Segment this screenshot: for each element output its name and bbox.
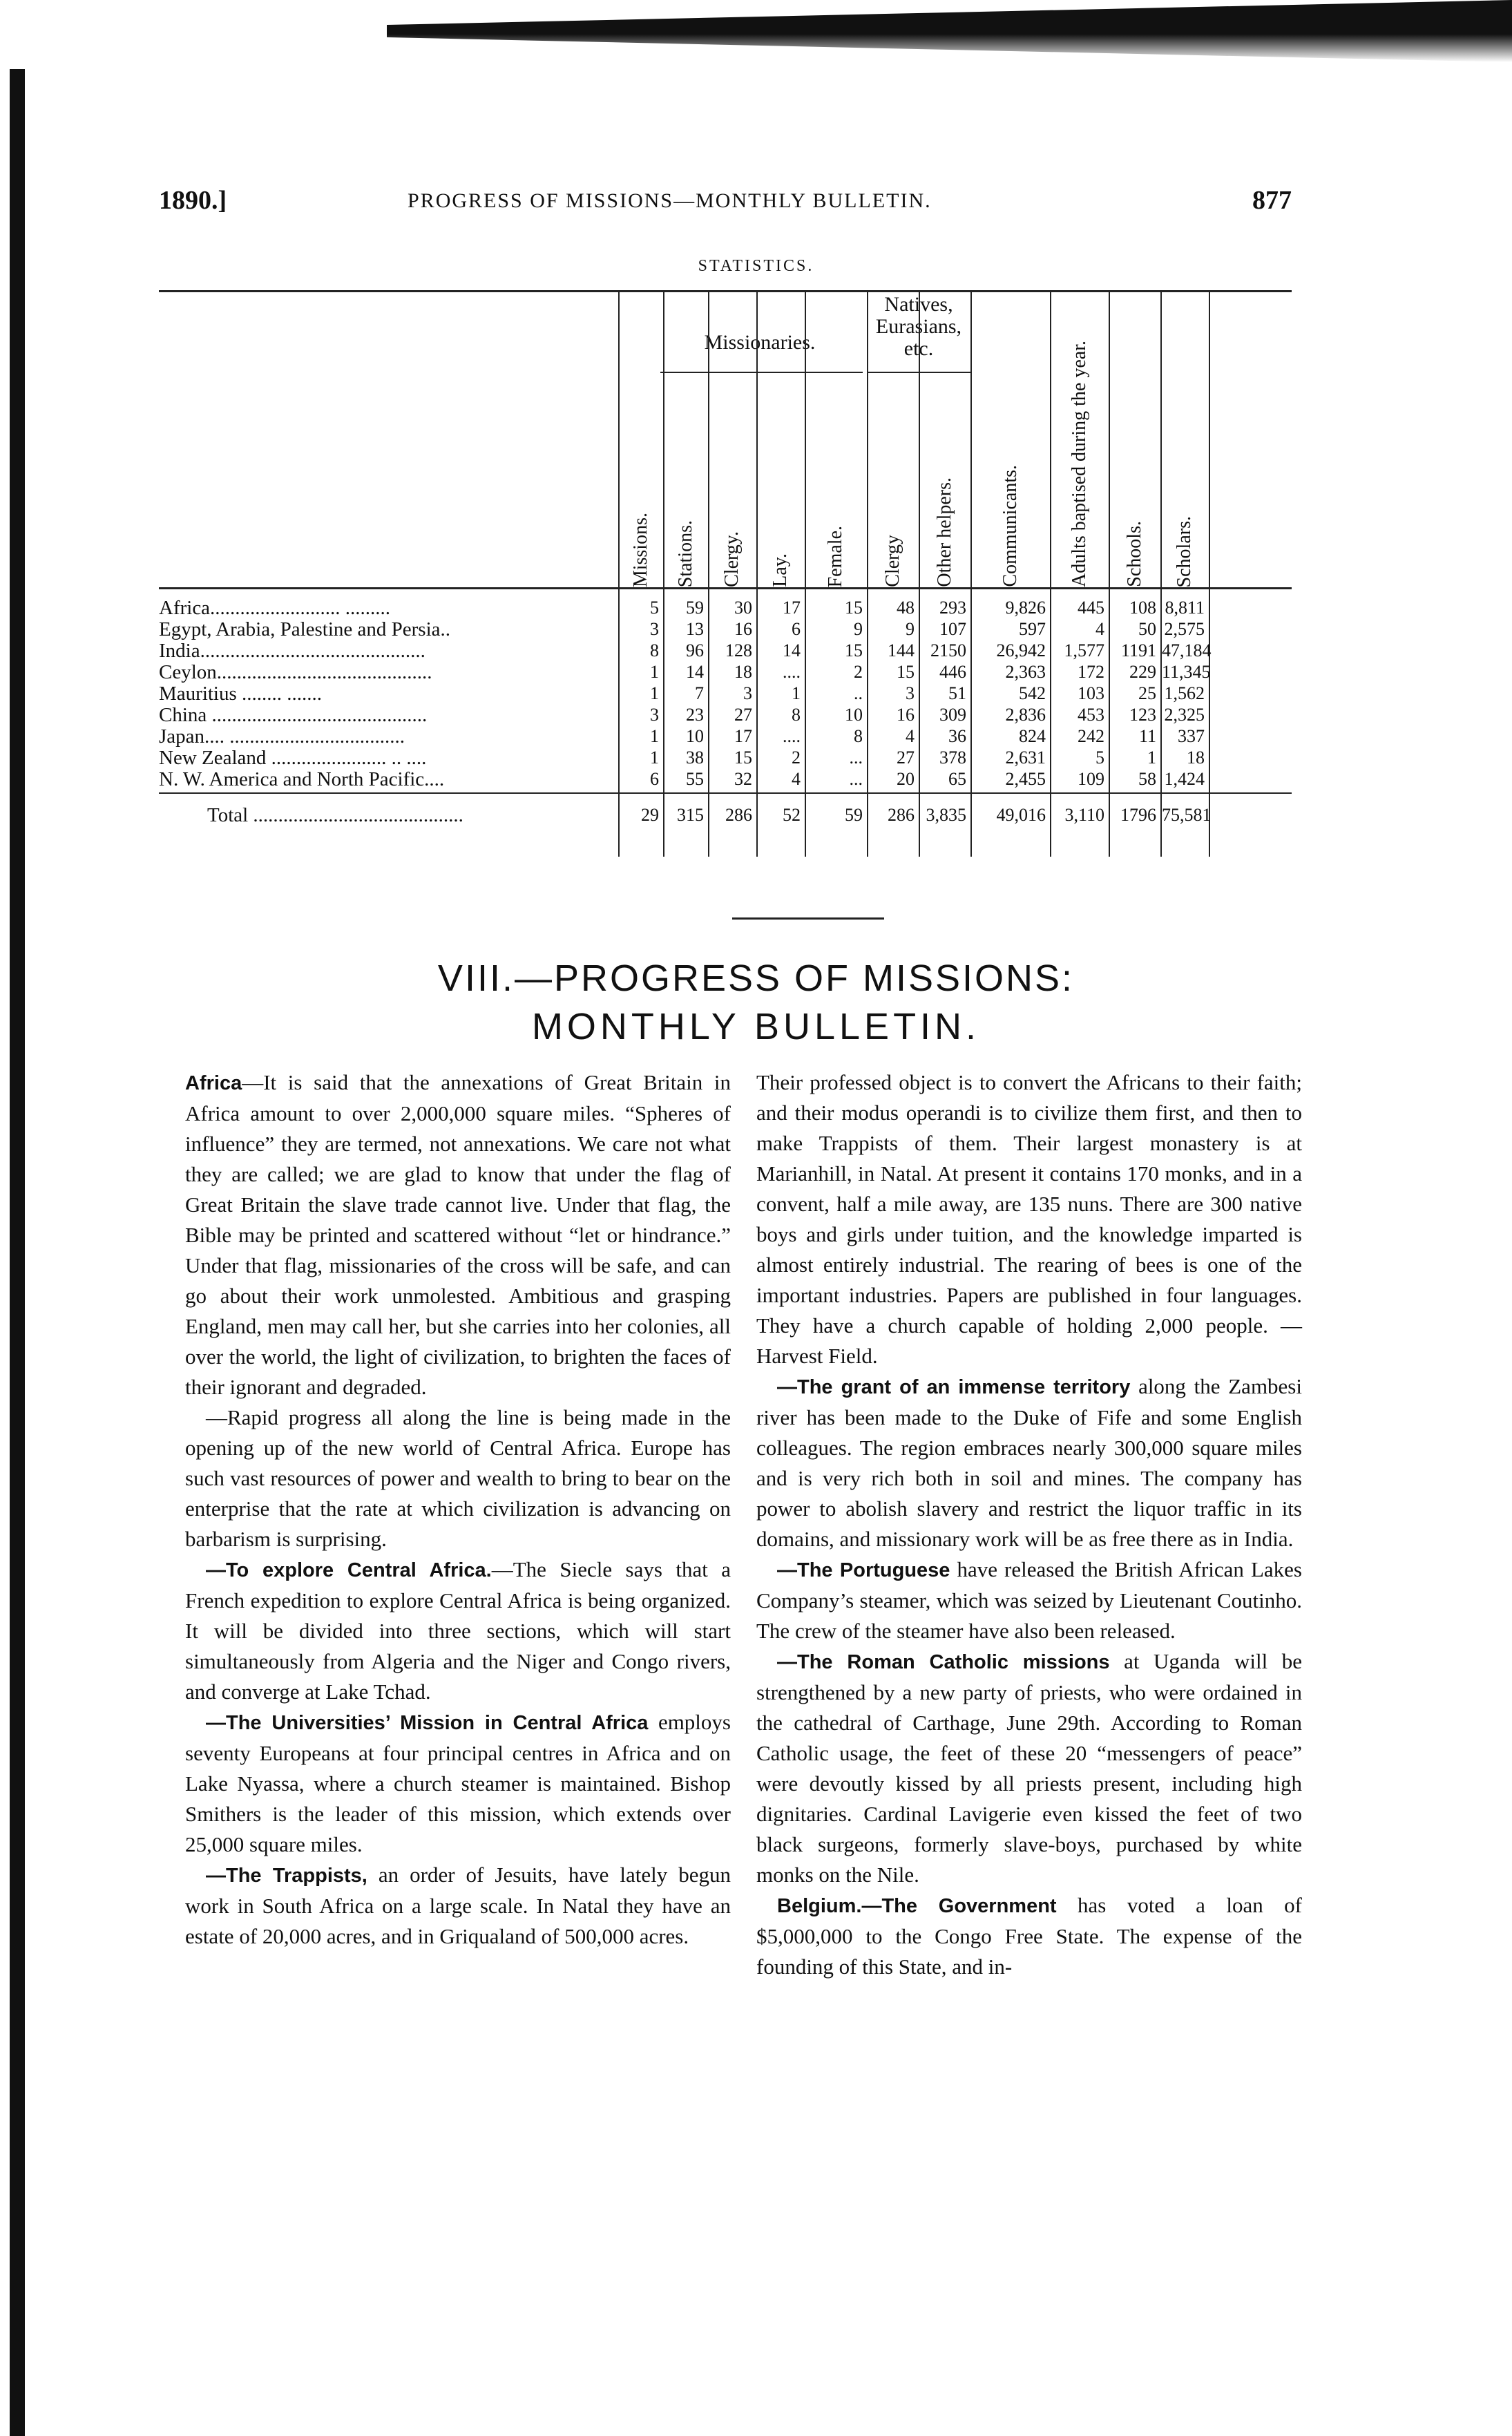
statistics-label: STATISTICS.: [698, 257, 814, 275]
table-cell: 38: [686, 748, 704, 768]
table-cell: 50: [1138, 619, 1156, 639]
table-cell: 542: [1019, 683, 1046, 703]
scan-edge-left: [10, 69, 25, 2436]
paragraph: [185, 1554, 731, 1707]
row-label: Ceylon...........................................: [159, 662, 432, 683]
table-cell: 10: [686, 726, 704, 746]
table-cell: 9: [854, 619, 863, 639]
paragraph: [185, 1860, 731, 1952]
table-cell: 2150: [930, 640, 966, 660]
table-cell: 58: [1138, 769, 1156, 789]
table-cell: 18: [1187, 748, 1205, 768]
table-cell: 1796: [1120, 805, 1156, 825]
table-cell: 36: [948, 726, 966, 746]
row-label: Japan.... ...................................: [159, 726, 405, 747]
page-number: 877: [1252, 186, 1292, 215]
paragraph-lead: —The Portuguese: [777, 1559, 950, 1581]
statistics-table: [159, 290, 1292, 857]
table-cell: ..: [854, 683, 863, 703]
table-cell: 453: [1078, 705, 1104, 725]
paragraph-text: —It is said that the annexations of Great Britain in Africa amount to over 2,000,000 square miles. “Spheres of influence” they are termed, not annexations. We care not what they are called; we are glad to know that under the flag of Great Britain the slave trade cannot live. Under that flag, the Bible may be printed and scattered without “let or hindrance.” Under that flag, missionaries of the cross will be safe, and can go about their work unmolested. Ambitious and grasping England, men may call her, but she carries into her colonies, all over the world, the light of civilization, to brighten the faces of their ignorant and degraded.: [185, 1070, 731, 1399]
row-label: Egypt, Arabia, Palestine and Persia..: [159, 619, 451, 640]
table-cell: ...: [849, 748, 863, 768]
paragraph-text: has voted a loan of $5,000,000 to the Congo Free State. The expense of the founding of this State, and in-: [756, 1893, 1302, 1979]
table-cell: 2,836: [1005, 705, 1046, 725]
table-cell: 315: [677, 805, 704, 825]
table-cell: 597: [1019, 619, 1046, 639]
total-label: Total ..........................................: [207, 805, 463, 826]
column-header: [620, 290, 662, 587]
table-cell: 10: [845, 705, 863, 725]
paragraph-text: Their professed object is to convert the Africans to their faith; and their modus operandi is to civilize them first, and then to make Trappists of them. Their largest monastery is at Marianhill, in Natal. At present it contains 170 monks, and in a convent, half a mile away, are 135 nuns. There are 300 native boys and girls under tuition, and the knowledge imparted is almost entirely industrial. The rearing of bees is one of the important industries. Papers are published in four languages. They have a church capable of holding 2,000 people. —Harvest Field.: [756, 1070, 1302, 1368]
table-cell: 9,826: [1005, 598, 1046, 618]
article-left-column: [185, 1067, 731, 1952]
table-cell: 96: [686, 640, 704, 660]
row-label: India.............................................: [159, 640, 425, 661]
table-cell: 3: [743, 683, 752, 703]
table-cell: 2: [854, 662, 863, 682]
table-cell: 29: [641, 805, 659, 825]
table-cell: 59: [686, 598, 704, 618]
table-cell: ....: [783, 662, 801, 682]
table-cell: 75,581: [1162, 805, 1212, 825]
paragraph-text: along the Zambesi river has been made to the Duke of Fife and some English colleagues. The region embraces nearly 300,000 square miles and is very rich both in soil and mines. The company has power to abolish slavery and restrict the liquor traffic in its domains, and missionary work will be as free there as in India.: [756, 1374, 1302, 1551]
table-row: [159, 726, 1292, 747]
column-header-text: Missions.: [629, 512, 651, 587]
group-header-missionaries: Missionaries.: [704, 331, 816, 354]
table-cell: 108: [1129, 598, 1156, 618]
column-header: [815, 290, 857, 587]
table-cell: 18: [734, 662, 752, 682]
paragraph: [756, 1890, 1302, 1982]
table-cell: 4: [1095, 619, 1104, 639]
table-cell: 8,811: [1165, 598, 1205, 618]
table-cell: 2,631: [1005, 748, 1046, 768]
table-cell: 309: [939, 705, 966, 725]
column-header: [990, 290, 1031, 587]
table-cell: 1: [1147, 748, 1156, 768]
table-cell: 293: [939, 598, 966, 618]
paragraph-text: at Uganda will be strengthened by a new party of priests, who were ordained in the cathedral of Carthage, June 29th. According to Roman Catholic usage, the feet of these 20 “messengers of peace” were devoutly kissed by all priests present, including high dignitaries. Cardinal Lavigerie even kissed the feet of two black surgeons, formerly slave-boys, purchased by white monks on the Nile.: [756, 1649, 1302, 1887]
table-cell: 445: [1078, 598, 1104, 618]
page-header: [159, 185, 1292, 227]
table-cell: 11: [1138, 726, 1156, 746]
table-cell: 23: [686, 705, 704, 725]
table-cell: 17: [734, 726, 752, 746]
column-header-text: Communicants.: [999, 465, 1021, 587]
article-subtitle: MONTHLY BULLETIN.: [531, 1006, 981, 1047]
table-cell: 123: [1129, 705, 1156, 725]
table-cell: 5: [650, 598, 659, 618]
table-cell: 2,325: [1164, 705, 1205, 725]
table-cell: 11,345: [1162, 662, 1211, 682]
paragraph: [756, 1646, 1302, 1890]
table-cell: ....: [783, 726, 801, 746]
header-year: 1890.]: [159, 186, 227, 215]
table-cell: 27: [897, 748, 915, 768]
table-row: [159, 640, 1292, 661]
paragraph-lead: —The grant of an immense territory: [777, 1376, 1131, 1398]
table-cell: 128: [725, 640, 752, 660]
table-cell: 3,110: [1064, 805, 1104, 825]
table-cell: 1,424: [1164, 769, 1205, 789]
column-header: [1114, 290, 1156, 587]
table-cell: 7: [695, 683, 704, 703]
table-cell: 26,942: [996, 640, 1046, 660]
table-cell: 6: [650, 769, 659, 789]
table-cell: 1: [650, 726, 659, 746]
table-cell: 14: [783, 640, 801, 660]
table-cell: 15: [734, 748, 752, 768]
table-cell: 2,455: [1005, 769, 1046, 789]
column-header: [1164, 290, 1205, 587]
column-header-text: Other helpers.: [933, 477, 955, 587]
column-header-text: Clergy.: [721, 531, 743, 587]
paragraph: [185, 1402, 731, 1554]
table-cell: 25: [1138, 683, 1156, 703]
paragraph-text: employs seventy Europeans at four principal centres in Africa and on Lake Nyassa, where a church steamer is maintained. Bishop Smithers is the leader of this mission, which extends over 25,000 square miles.: [185, 1710, 731, 1856]
table-cell: 3: [650, 705, 659, 725]
row-label: China ...........................................: [159, 705, 428, 725]
paragraph-text: have released the British African Lakes Company’s steamer, which was seized by Lieutenant Coutinho. The crew of the steamer have also been released.: [756, 1557, 1302, 1643]
paragraph: [185, 1707, 731, 1860]
table-row: [159, 705, 1292, 725]
table-cell: 2,575: [1164, 619, 1205, 639]
section-separator: [732, 917, 884, 920]
table-cell: 4: [792, 769, 801, 789]
column-header-text: Stations.: [674, 520, 696, 587]
column-header: [760, 290, 801, 587]
paragraph: [756, 1067, 1302, 1371]
paragraph-text: an order of Jesuits, have lately begun work in South Africa on a large scale. In Natal they have an estate of 20,000 acres, and in Griqualand of 500,000 acres.: [185, 1863, 731, 1948]
column-header-text: Scholars.: [1174, 515, 1195, 587]
table-cell: 15: [897, 662, 915, 682]
table-cell: 109: [1078, 769, 1104, 789]
table-cell: 3,835: [926, 805, 966, 825]
table-cell: 55: [686, 769, 704, 789]
table-cell: 16: [734, 619, 752, 639]
group-header-natives: Natives, Eurasians, etc.: [875, 293, 962, 360]
table-cell: 49,016: [996, 805, 1046, 825]
article-title: VIII.—PROGRESS OF MISSIONS:: [437, 958, 1075, 999]
table-cell: 144: [888, 640, 915, 660]
column-header-text: Clergy: [881, 535, 903, 587]
column-header: [1059, 290, 1100, 587]
paragraph-lead: —To explore Central Africa.: [206, 1559, 492, 1581]
paragraph: [185, 1067, 731, 1402]
table-row-total: [159, 805, 1292, 826]
table-cell: 2: [792, 748, 801, 768]
header-bottom-rule: [159, 587, 1292, 589]
column-header: [924, 290, 966, 587]
table-cell: 51: [948, 683, 966, 703]
paragraph: [756, 1371, 1302, 1554]
table-cell: 1,562: [1164, 683, 1205, 703]
table-cell: 14: [686, 662, 704, 682]
table-cell: 59: [845, 805, 863, 825]
table-cell: 8: [854, 726, 863, 746]
table-cell: 4: [906, 726, 915, 746]
table-cell: 103: [1078, 683, 1104, 703]
table-cell: 2,363: [1005, 662, 1046, 682]
column-header-text: Adults baptised during the year.: [1068, 341, 1090, 587]
table-cell: 446: [939, 662, 966, 682]
paragraph: [756, 1554, 1302, 1646]
paragraph-lead: —The Trappists,: [206, 1865, 367, 1887]
total-rule: [159, 792, 1292, 794]
table-cell: 1: [650, 683, 659, 703]
column-header: [665, 290, 707, 587]
table-cell: 1: [650, 662, 659, 682]
table-cell: 52: [783, 805, 801, 825]
table-cell: 378: [939, 748, 966, 768]
table-row: [159, 598, 1292, 618]
table-cell: 16: [897, 705, 915, 725]
table-row: [159, 769, 1292, 790]
row-label: New Zealand ....................... .. ....: [159, 748, 427, 768]
row-label: N. W. America and North Pacific....: [159, 769, 445, 790]
table-cell: 27: [734, 705, 752, 725]
table-cell: 3: [650, 619, 659, 639]
running-title: PROGRESS OF MISSIONS—MONTHLY BULLETIN.: [408, 189, 932, 212]
table-row: [159, 619, 1292, 640]
scan-edge-top: [387, 0, 1512, 62]
column-header-text: Female.: [825, 525, 846, 587]
row-label: Mauritius ........ .......: [159, 683, 323, 704]
table-cell: 1,577: [1064, 640, 1104, 660]
table-cell: 229: [1129, 662, 1156, 682]
table-cell: 1191: [1120, 640, 1156, 660]
column-header: [711, 290, 753, 587]
table-cell: 48: [897, 598, 915, 618]
table-cell: 47,184: [1162, 640, 1212, 660]
table-cell: 30: [734, 598, 752, 618]
table-cell: 6: [792, 619, 801, 639]
table-cell: 337: [1178, 726, 1205, 746]
table-cell: 8: [650, 640, 659, 660]
column-header-text: Lay.: [769, 553, 791, 587]
table-cell: ...: [849, 769, 863, 789]
table-row: [159, 662, 1292, 683]
table-cell: 286: [888, 805, 915, 825]
table-cell: 15: [845, 640, 863, 660]
row-label: Africa.......................... .........: [159, 598, 391, 618]
table-cell: 65: [948, 769, 966, 789]
table-cell: 32: [734, 769, 752, 789]
paragraph-lead: Belgium.—The Government: [777, 1895, 1057, 1917]
table-cell: 8: [792, 705, 801, 725]
table-cell: 242: [1078, 726, 1104, 746]
column-header-text: Schools.: [1123, 521, 1145, 587]
table-cell: 1: [792, 683, 801, 703]
table-cell: 286: [725, 805, 752, 825]
table-cell: 15: [845, 598, 863, 618]
table-row: [159, 748, 1292, 768]
table-cell: 5: [1095, 748, 1104, 768]
table-cell: 13: [686, 619, 704, 639]
table-cell: 107: [939, 619, 966, 639]
table-row: [159, 683, 1292, 704]
table-cell: 3: [906, 683, 915, 703]
table-cell: 1: [650, 748, 659, 768]
column-header: [872, 290, 914, 587]
table-cell: 824: [1019, 726, 1046, 746]
paragraph-text: —Rapid progress all along the line is being made in the opening up of the new world of Central Africa. Europe has such vast resources of power and wealth to bring to bear on the enterprise that the rate at which civilization is advancing on barbarism is surprising.: [185, 1405, 731, 1551]
paragraph-lead: Africa: [185, 1072, 242, 1094]
table-cell: 172: [1078, 662, 1104, 682]
table-cell: 9: [906, 619, 915, 639]
table-cell: 17: [783, 598, 801, 618]
article-right-column: [756, 1067, 1302, 1982]
paragraph-text: —The Siecle says that a French expedition to explore Central Africa is being organized. It will be divided into three sections, which will start simultaneously from Algeria and the Niger and Congo rivers, and converge at Lake Tchad.: [185, 1557, 731, 1704]
paragraph-lead: —The Universities’ Mission in Central Africa: [206, 1712, 649, 1734]
table-cell: 20: [897, 769, 915, 789]
paragraph-lead: —The Roman Catholic missions: [777, 1651, 1110, 1673]
